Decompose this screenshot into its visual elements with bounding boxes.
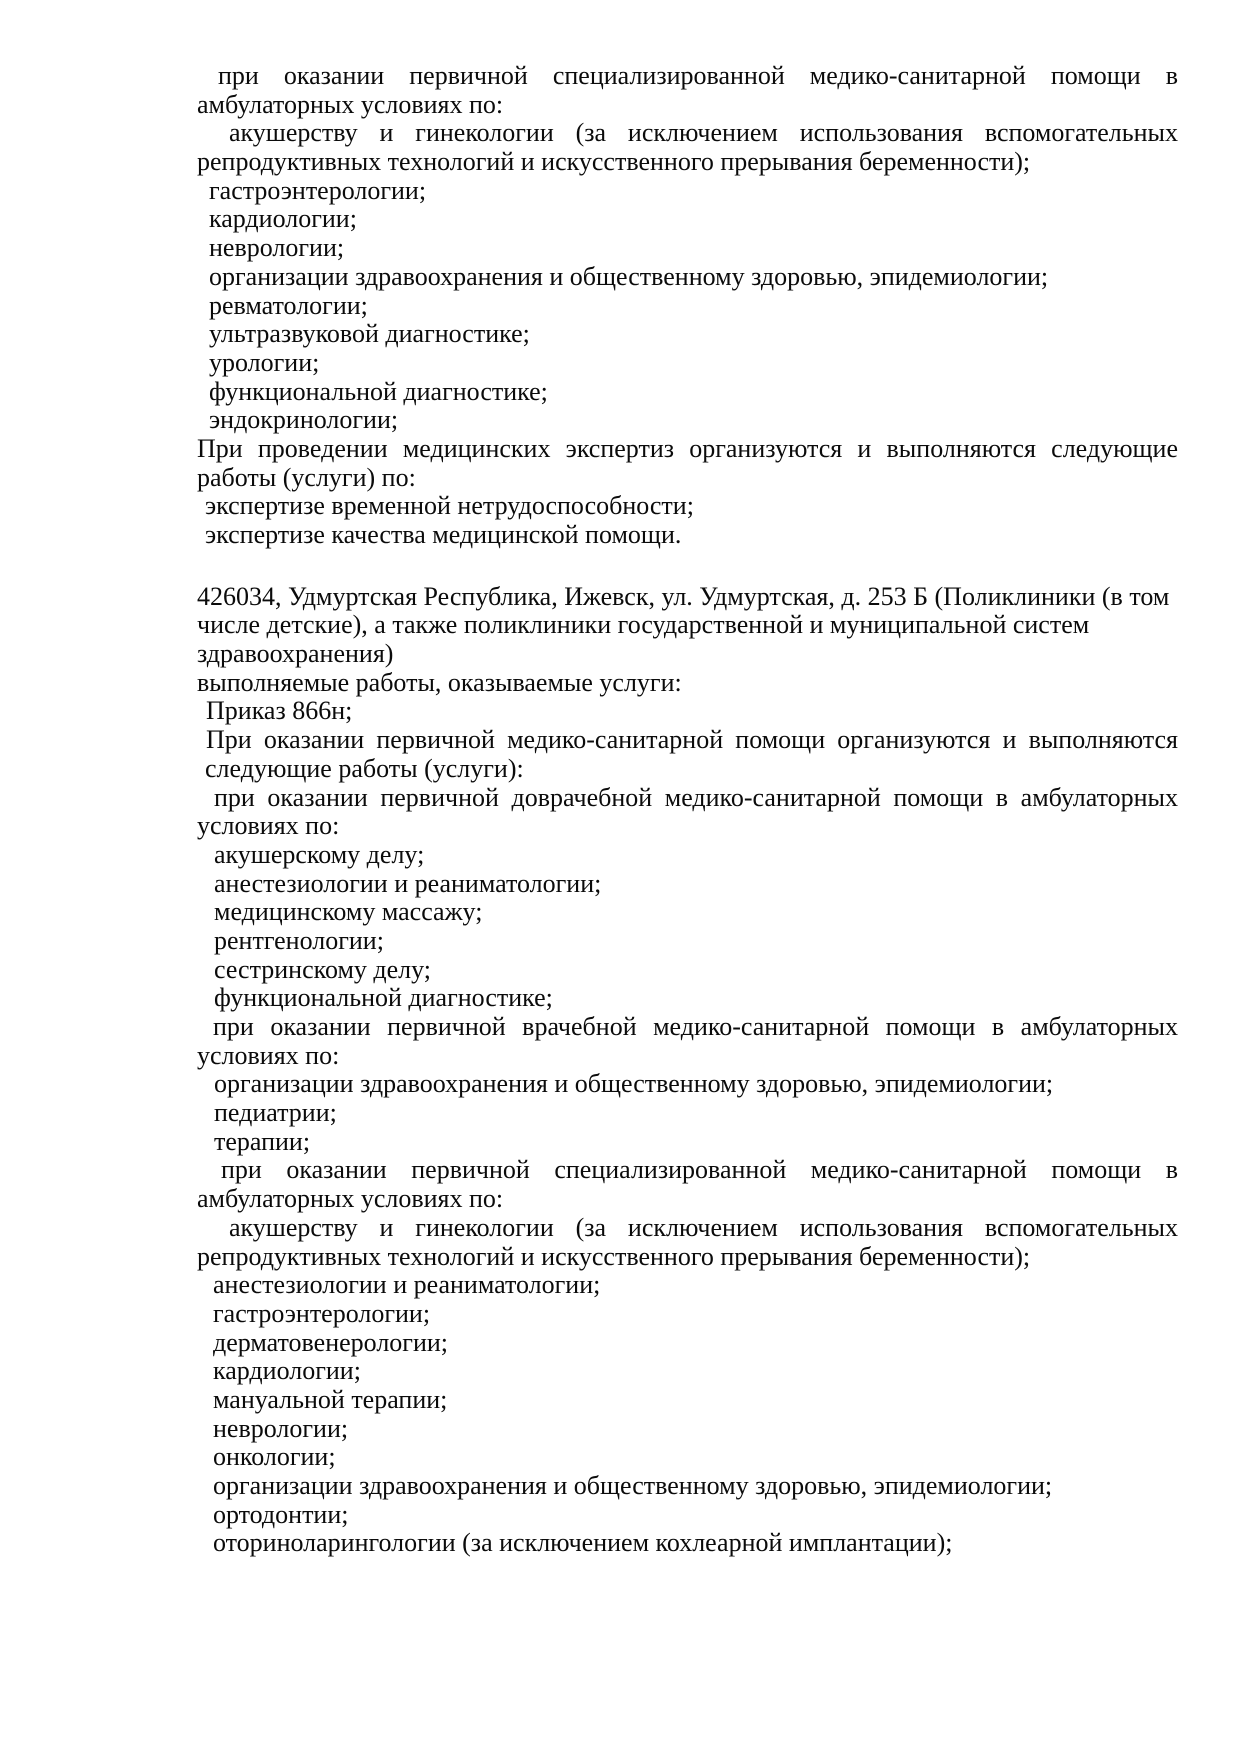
- text-line: урологии;: [209, 347, 320, 377]
- text-line: при оказании первичной доврачебной медико-санитарной помощи в амбулаторных: [214, 782, 1178, 812]
- text-line: анестезиологии и реаниматологии;: [214, 868, 602, 898]
- text-line: рентгенологии;: [214, 925, 384, 955]
- text-line: при оказании первичной врачебной медико-санитарной помощи в амбулаторных: [213, 1012, 1178, 1041]
- license-works-section-2: [197, 583, 1178, 1558]
- text-line: амбулаторных условиях по:: [197, 89, 504, 119]
- text-line: При проведении медицинских экспертиз организуются и выполняются следующие: [197, 433, 1178, 463]
- text-line: кардиологии;: [213, 1356, 361, 1386]
- text-line: акушерскому делу;: [214, 839, 425, 869]
- text-line: педиатрии;: [214, 1098, 337, 1128]
- text-line: функциональной диагностике;: [209, 376, 548, 406]
- license-works-section-1: [197, 62, 1178, 550]
- document-text-block: [197, 62, 1178, 1558]
- text-line: медицинскому массажу;: [214, 897, 483, 927]
- text-line: ультразвуковой диагностике;: [209, 319, 530, 349]
- text-line: амбулаторных условиях по:: [197, 1184, 504, 1214]
- text-line: репродуктивных технологий и искусственного прерывания беременности);: [197, 1241, 1031, 1271]
- text-line: неврологии;: [213, 1413, 349, 1443]
- text-line: здравоохранения): [197, 639, 394, 669]
- text-line: экспертизе качества медицинской помощи.: [205, 520, 682, 549]
- text-line: функциональной диагностике;: [214, 983, 553, 1013]
- text-line: При оказании первичной медико-санитарной помощи организуются и выполняются: [206, 725, 1178, 755]
- text-line: терапии;: [214, 1126, 311, 1156]
- text-line: работы (услуги) по:: [197, 462, 416, 492]
- text-line: неврологии;: [209, 233, 345, 263]
- text-line: гастроэнтерологии;: [209, 175, 427, 205]
- text-line: при оказании первичной специализированной медико-санитарной помощи в: [221, 1155, 1178, 1185]
- text-line: онкологии;: [213, 1442, 336, 1472]
- text-line: акушерству и гинекологии (за исключением использования вспомогательных: [229, 1212, 1178, 1242]
- text-line: организации здравоохранения и общественному здоровью, эпидемиологии;: [213, 1471, 1053, 1500]
- text-line: эндокринологии;: [209, 405, 399, 435]
- text-line: кардиологии;: [209, 204, 357, 234]
- text-line: оториноларингологии (за исключением кохлеарной имплантации);: [213, 1528, 953, 1558]
- text-line: 426034, Удмуртская Республика, Ижевск, ул. Удмуртская, д. 253 Б (Поликлиники (в том: [197, 581, 1170, 611]
- text-line: сестринскому делу;: [214, 954, 432, 984]
- text-line: мануальной терапии;: [213, 1384, 448, 1414]
- text-line: ортодонтии;: [213, 1499, 349, 1529]
- text-line: числе детские), а также поликлиники государственной и муниципальной систем: [197, 610, 1090, 640]
- text-line: репродуктивных технологий и искусственного прерывания беременности);: [197, 147, 1031, 177]
- text-line: гастроэнтерологии;: [213, 1298, 431, 1328]
- text-line: при оказании первичной специализированной медико-санитарной помощи в: [218, 61, 1178, 90]
- text-line: акушерству и гинекологии (за исключением использования вспомогательных: [229, 118, 1178, 148]
- text-line: Приказ 866н;: [206, 696, 353, 726]
- text-line: следующие работы (услуги):: [205, 753, 524, 783]
- text-line: ревматологии;: [209, 290, 368, 320]
- text-line: выполняемые работы, оказываемые услуги:: [197, 667, 682, 697]
- text-line: условиях по:: [197, 811, 340, 841]
- text-line: условиях по:: [197, 1040, 340, 1070]
- text-line: организации здравоохранения и общественному здоровью, эпидемиологии;: [209, 261, 1049, 291]
- text-line: анестезиологии и реаниматологии;: [213, 1270, 601, 1300]
- text-line: организации здравоохранения и общественному здоровью, эпидемиологии;: [214, 1069, 1054, 1099]
- text-line: дерматовенерологии;: [213, 1327, 449, 1357]
- text-line: экспертизе временной нетрудоспособности;: [205, 491, 694, 521]
